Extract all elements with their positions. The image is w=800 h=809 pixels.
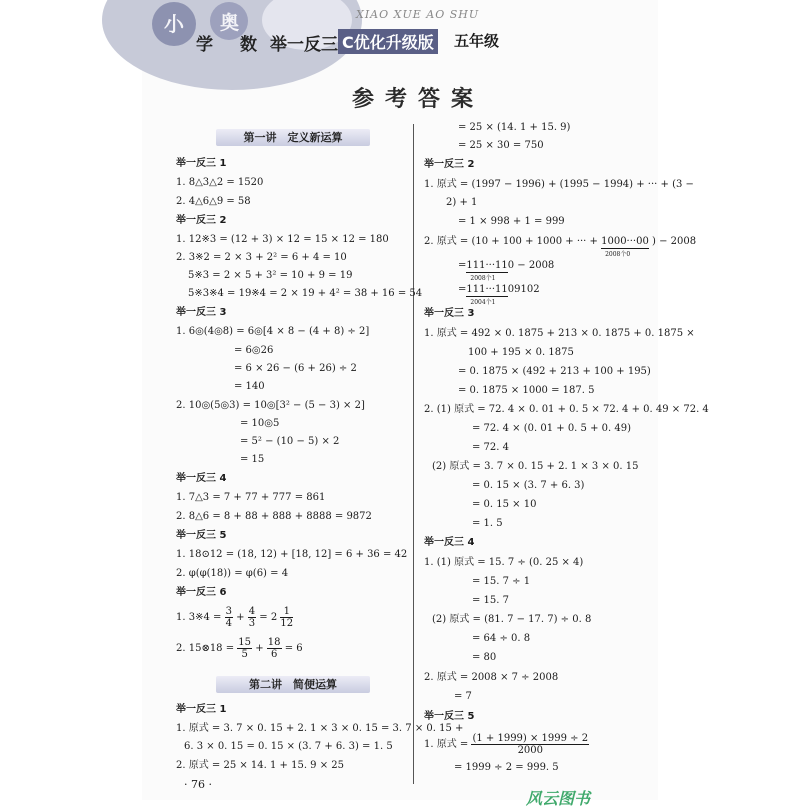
exercise-heading: 举一反三 5 — [424, 711, 475, 722]
edition-tag: C优化升级版 — [338, 29, 438, 54]
answer-line: = 25 × 30 = 750 — [458, 140, 544, 151]
fraction — [237, 637, 252, 660]
denominator: 2000 — [517, 745, 544, 756]
answer-line: = 10◎5 — [240, 418, 280, 429]
numerator: 4 — [248, 606, 256, 617]
answer-line: 2. 8△6 = 8 + 88 + 888 + 8888 = 9872 — [176, 511, 372, 522]
answer-text: = — [458, 284, 467, 295]
answer-line: = 5² − (10 − 5) × 2 — [240, 436, 340, 447]
fraction — [267, 637, 282, 660]
answer-line: 2. φ(φ(18)) = φ(6) = 4 — [176, 568, 289, 579]
answer-line: 1. 原式 = (1997 − 1996) + (1995 − 1994) + ··· + (3 − — [424, 179, 694, 190]
count-note: 2008个1 — [470, 275, 496, 282]
answer-line: 1. 12※3 = (12 + 3) × 12 = 15 × 12 = 180 — [176, 234, 389, 245]
brand-char: 学 — [196, 35, 213, 55]
answer-line-underbrace — [424, 236, 697, 258]
answer-line: (2) 原式 = (81. 7 − 17. 7) ÷ 0. 8 — [432, 614, 592, 625]
answer-line: = 80 — [472, 652, 497, 663]
operator: + — [255, 643, 264, 654]
numerator: 15 — [238, 637, 252, 648]
answer-line: 1. 8△3△2 = 1520 — [176, 177, 264, 188]
exercise-heading: 举一反三 4 — [424, 537, 475, 548]
section-banner-lecture-2: 第二讲 简便运算 — [216, 676, 370, 693]
denominator: 12 — [280, 618, 294, 629]
pinyin-text: XIAO XUE AO SHU — [356, 8, 480, 21]
answer-line: = 0. 1875 × (492 + 213 + 100 + 195) — [458, 366, 651, 377]
fraction-answer-line — [176, 637, 303, 660]
answer-line: = 15. 7 ÷ 1 — [472, 576, 531, 587]
denominator: 3 — [248, 618, 256, 629]
answer-text: ) − 2008 — [652, 236, 697, 247]
answer-text: 1. 原式 = — [424, 739, 469, 750]
answer-line: = 1. 5 — [472, 518, 503, 529]
answer-line: = 7 — [454, 691, 472, 702]
book-page — [142, 0, 709, 808]
answer-line-underbrace — [458, 260, 555, 282]
answer-line: 5※3 = 2 × 5 + 3² = 10 + 9 = 19 — [188, 270, 353, 281]
publisher-watermark: 风云图书 — [526, 789, 591, 808]
count-note: 2004个1 — [470, 299, 496, 306]
repeated-digits — [466, 260, 508, 282]
answer-line: 1. 原式 = 3. 7 × 0. 15 + 2. 1 × 3 × 0. 15 = 3. 7 × 0. 15 + — [176, 723, 464, 734]
section-banner-lecture-1: 第一讲 定义新运算 — [216, 129, 370, 146]
exercise-heading: 举一反三 2 — [176, 215, 227, 226]
answer-line: 2. (1) 原式 = 72. 4 × 0. 01 + 0. 5 × 72. 4 + 0. 49 × 72. 4 — [424, 404, 709, 415]
series-name: 举一反三 — [270, 35, 338, 55]
answer-line: 5※3※4 = 19※4 = 2 × 19 + 4² = 38 + 16 = 54 — [188, 288, 423, 299]
answer-line: 1. 原式 = 492 × 0. 1875 + 213 × 0. 1875 + 0. 1875 × — [424, 328, 695, 339]
denominator: 6 — [270, 649, 278, 660]
answer-line: = 64 ÷ 0. 8 — [472, 633, 531, 644]
exercise-heading: 举一反三 1 — [176, 158, 227, 169]
exercise-heading: 举一反三 2 — [424, 159, 475, 170]
fraction — [280, 606, 293, 629]
answer-line: 2. 10◎(5◎3) = 10◎[3² − (5 − 3) × 2] — [176, 400, 365, 411]
brand-char: 小 — [164, 12, 184, 36]
answer-line: 2. 4△6△9 = 58 — [176, 196, 251, 207]
exercise-heading: 举一反三 6 — [176, 587, 227, 598]
answer-text: 2. 原式 = (10 + 100 + 1000 + ··· + — [424, 236, 598, 247]
answer-line-underbrace — [458, 284, 540, 306]
grade-label: 五年级 — [454, 32, 500, 50]
answer-line: 1. 6◎(4◎8) = 6◎[4 × 8 − (4 + 8) ÷ 2] — [176, 326, 370, 337]
answer-text: = — [458, 260, 467, 271]
answer-text: 2. 15⊗18 = — [176, 643, 235, 654]
numerator: 18 — [267, 637, 281, 648]
numerator: 3 — [225, 606, 232, 617]
operator: + — [236, 612, 245, 623]
digits: 111···11 — [466, 260, 508, 271]
answer-line: 1. 7△3 = 7 + 77 + 777 = 861 — [176, 492, 326, 503]
answer-line: = 0. 15 × (3. 7 + 6. 3) — [472, 480, 585, 491]
answer-line: = 1999 ÷ 2 = 999. 5 — [454, 762, 559, 773]
answer-text: = 6 — [284, 643, 303, 654]
repeated-digits — [466, 284, 508, 306]
numerator: 1 — [280, 606, 293, 618]
fraction — [225, 606, 233, 629]
answer-line: 2. 原式 = 25 × 14. 1 + 15. 9 × 25 — [176, 760, 345, 771]
answer-line: 2) + 1 — [446, 197, 478, 208]
answer-line: = 140 — [234, 381, 265, 392]
answer-line: = 15. 7 — [472, 595, 510, 606]
answer-line: = 15 — [240, 454, 265, 465]
exercise-heading: 举一反三 3 — [424, 308, 475, 319]
exercise-heading: 举一反三 5 — [176, 530, 227, 541]
answer-line: = 72. 4 × (0. 01 + 0. 5 + 0. 49) — [472, 423, 631, 434]
answer-line: 2. 原式 = 2008 × 7 ÷ 2008 — [424, 672, 559, 683]
answer-line: 1. 18⊙12 = (18, 12) + [18, 12] = 6 + 36 = 42 — [176, 549, 408, 560]
answer-line: 6. 3 × 0. 15 = 0. 15 × (3. 7 + 6. 3) = 1. 5 — [184, 741, 393, 752]
digits: 111···11 — [466, 284, 508, 295]
answer-line: = 0. 1875 × 1000 = 187. 5 — [458, 385, 595, 396]
answer-line: 2. 3※2 = 2 × 3 + 2² = 6 + 4 = 10 — [176, 252, 347, 263]
answer-line: = 0. 15 × 10 — [472, 499, 537, 510]
answer-line: = 25 × (14. 1 + 15. 9) — [458, 122, 571, 133]
exercise-heading: 举一反三 4 — [176, 473, 227, 484]
answer-line: = 6 × 26 − (6 + 26) ÷ 2 — [234, 363, 357, 374]
brand-char: 数 — [240, 35, 257, 55]
answer-text: 0 − 2008 — [507, 260, 555, 271]
answer-text: 1. 3※4 = — [176, 612, 222, 623]
page-title: 参考答案 — [352, 86, 485, 112]
answer-line: = 6◎26 — [234, 345, 274, 356]
denominator: 5 — [241, 649, 248, 660]
numerator: (1 + 1999) × 1999 ÷ 2 — [472, 733, 589, 744]
repeated-digits — [601, 236, 649, 258]
column-divider — [413, 124, 414, 784]
fraction — [248, 606, 256, 629]
fraction — [471, 733, 589, 756]
brand-char: 奥 — [220, 12, 240, 34]
count-note: 2008个0 — [605, 251, 631, 258]
page-number: · 76 · — [184, 778, 212, 791]
answer-text: 09102 — [507, 284, 540, 295]
answer-line: 1. (1) 原式 = 15. 7 ÷ (0. 25 × 4) — [424, 557, 584, 568]
exercise-heading: 举一反三 1 — [176, 704, 227, 715]
fraction-answer-line — [176, 606, 293, 629]
answer-line: = 1 × 998 + 1 = 999 — [458, 216, 565, 227]
fraction-answer-line — [424, 733, 589, 756]
answer-line: (2) 原式 = 3. 7 × 0. 15 + 2. 1 × 3 × 0. 15 — [432, 461, 639, 472]
denominator: 4 — [225, 618, 232, 629]
answer-line: = 72. 4 — [472, 442, 510, 453]
right-column — [424, 0, 709, 800]
answer-line: 100 + 195 × 0. 1875 — [468, 347, 574, 358]
exercise-heading: 举一反三 3 — [176, 307, 227, 318]
answer-text: = 2 — [259, 612, 278, 623]
digits: 1000···00 — [601, 236, 649, 247]
